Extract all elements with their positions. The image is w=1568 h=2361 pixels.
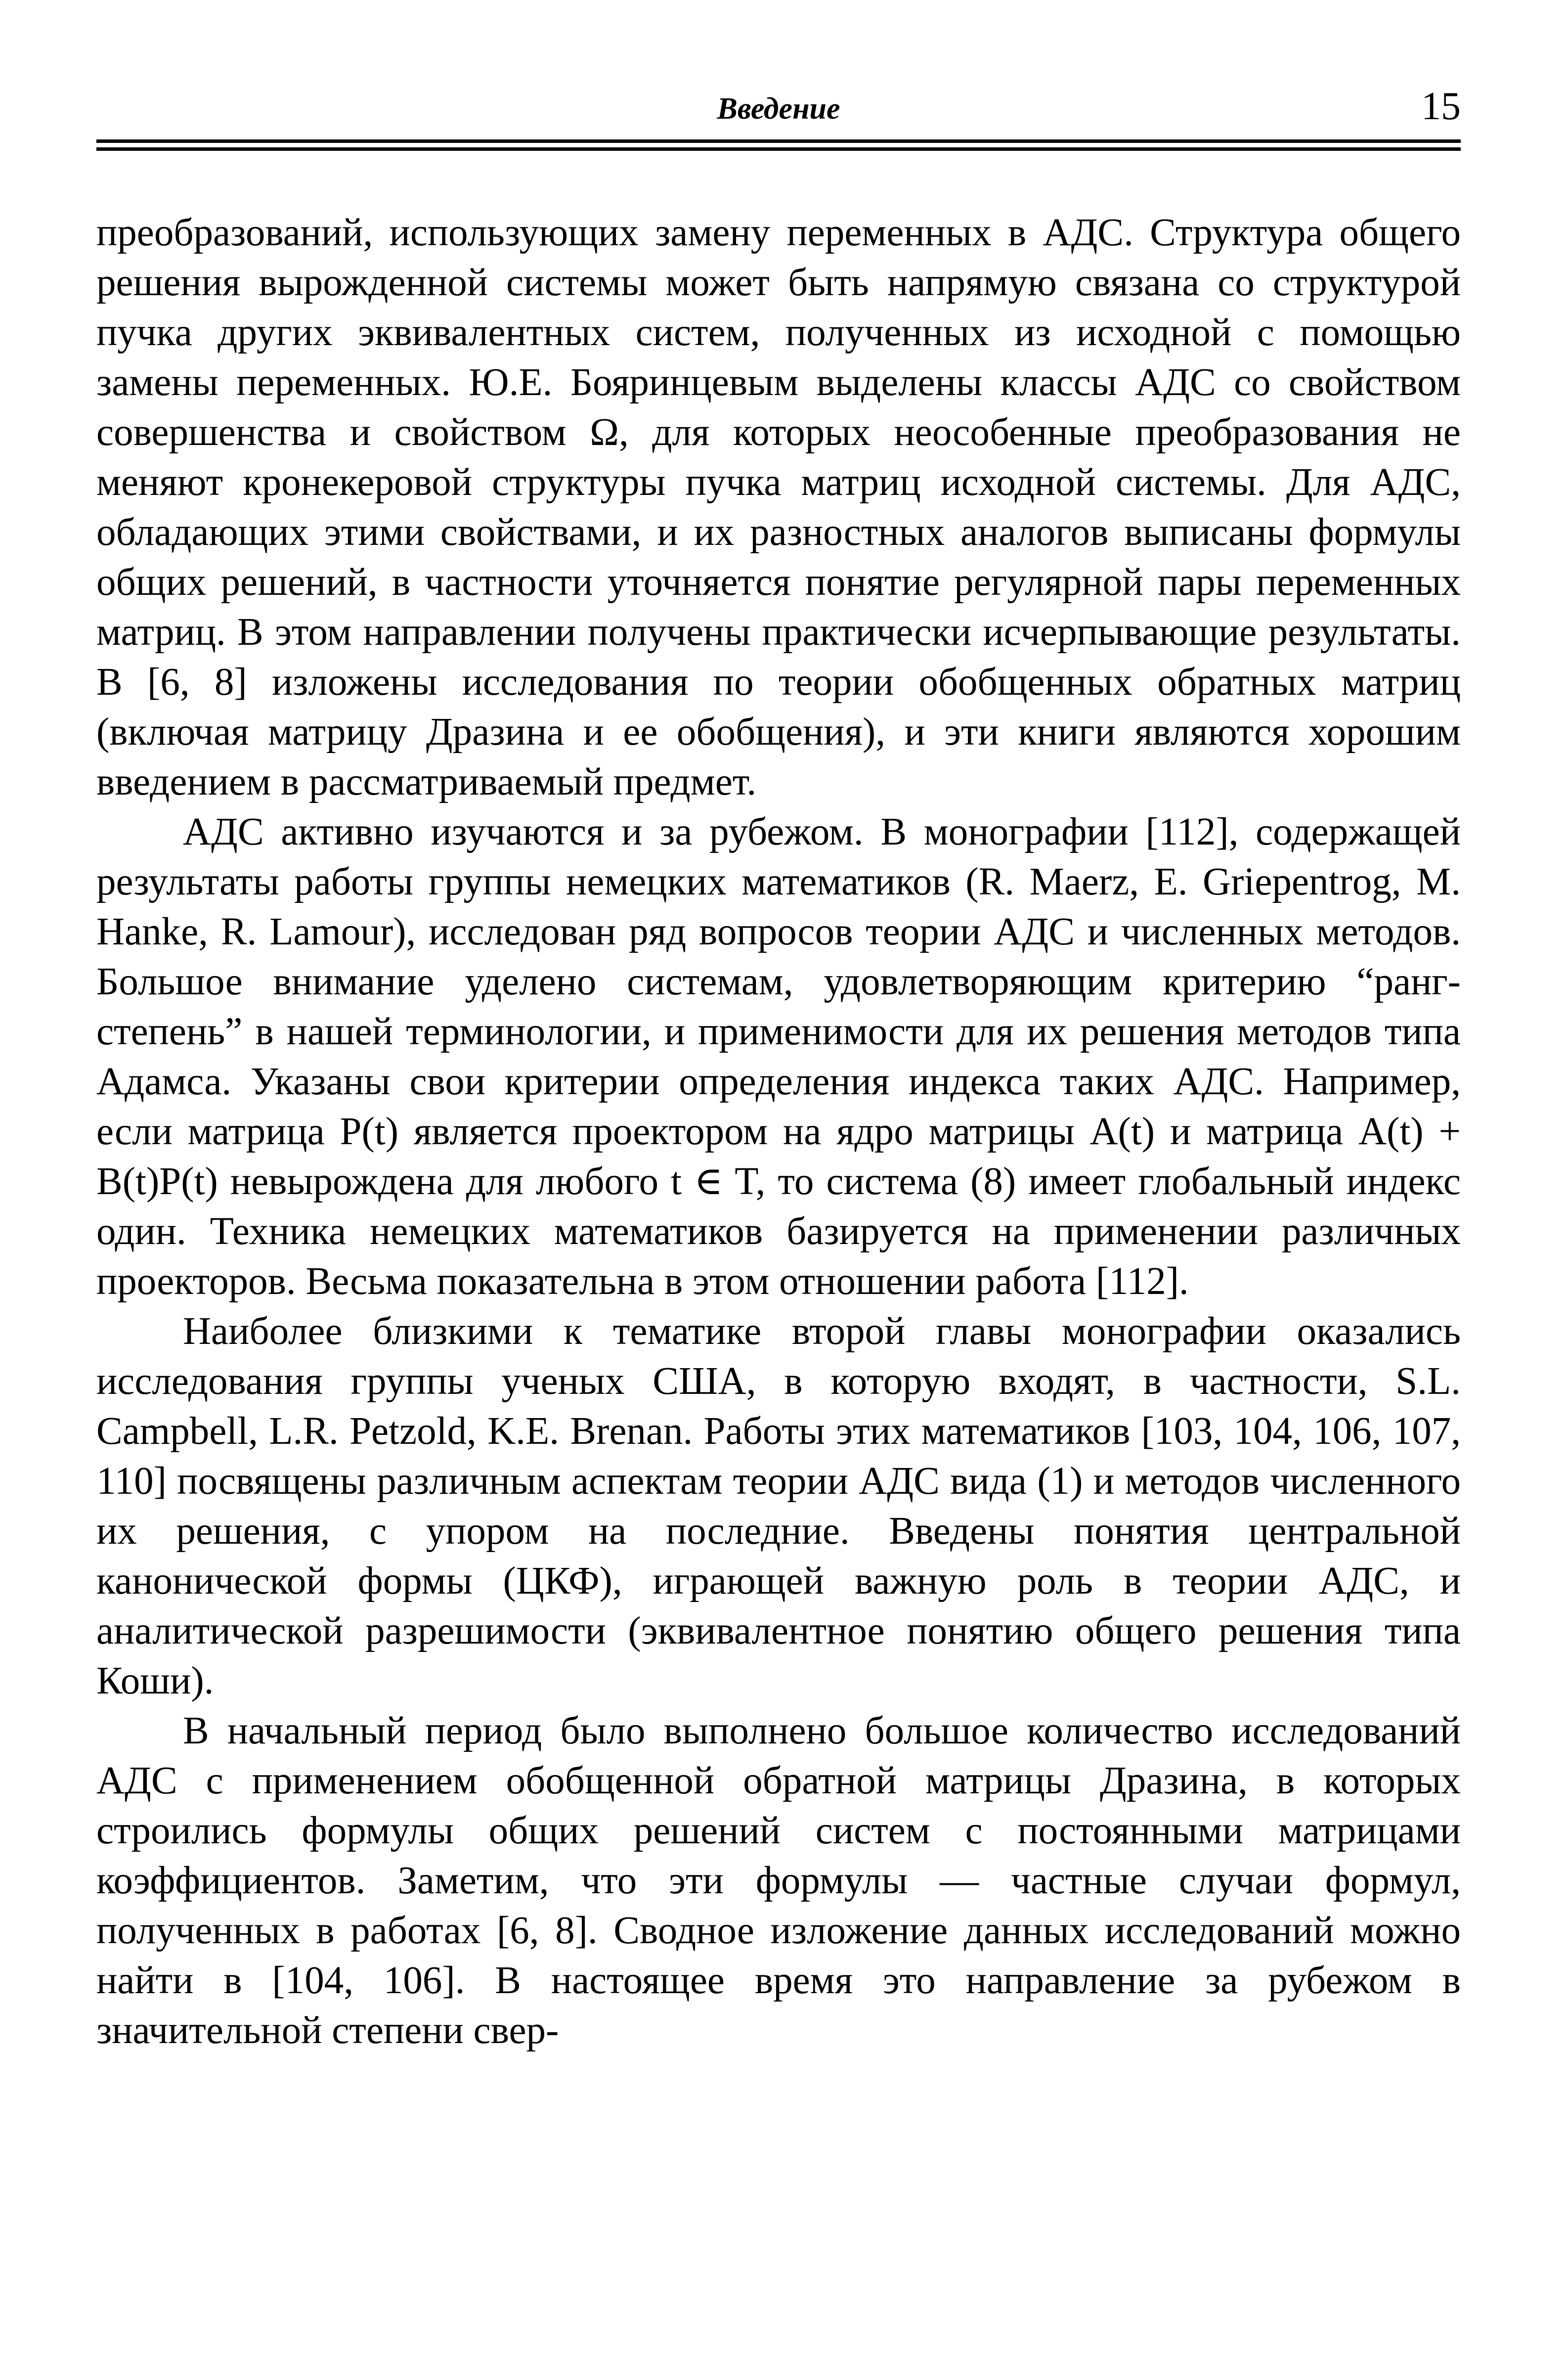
running-head (96, 84, 1461, 143)
book-page (96, 84, 1461, 2319)
paragraph: преобразований, использующих замену переменных в АДС. Структура общего решения вырожденной системы может быть напрямую связана со структурой пучка других эквивалентных систем, полученных из исходной с помощью замены переменных. Ю.Е. Бояринцевым выделены классы АДС со свойством совершенства и свойством Ω, для которых неособенные преобразования не меняют кронекеровой структуры пучка матриц исходной системы. Для АДС, обладающих этими свойствами, и их разностных аналогов выписаны формулы общих решений, в частности уточняется понятие регулярной пары переменных матриц. В этом направлении получены практически исчерпывающие результаты. В [6, 8] изложены исследования по теории обобщенных обратных матриц (включая матрицу Дразина и ее обобщения), и эти книги являются хорошим введением в рассматриваемый предмет. (96, 211, 1461, 803)
header-rule-top (96, 139, 1461, 143)
paragraph: АДС активно изучаются и за рубежом. В монографии [112], содержащей результаты работы группы немецких математиков (R. Maerz, E. Griepentrog, M. Hanke, R. Lamour), исследован ряд вопросов теории АДС и численных методов. Большое внимание уделено системам, удовлетворяющим критерию “ранг-степень” в нашей терминологии, и применимости для их решения методов типа Адамса. Указаны свои критерии определения индекса таких АДС. Например, если матрица P(t) является проектором на ядро матрицы A(t) и матрица A(t) + B(t)P(t) невырождена для любого t ∈ T, то система (8) имеет глобальный индекс один. Техника немецких математиков базируется на применении различных проекторов. Весьма показательна в этом отношении работа [112]. (96, 810, 1461, 1303)
body-text (96, 208, 1461, 2055)
running-title: Введение (717, 92, 840, 126)
paragraph: Наиболее близкими к тематике второй главы монографии оказались исследования группы ученых США, в которую входят, в частности, S.L. Campbell, L.R. Petzold, K.E. Brenan. Работы этих математиков [103, 104, 106, 107, 110] посвящены различным аспектам теории АДС вида (1) и методов численного их решения, с упором на последние. Введены понятия центральной канонической формы (ЦКФ), играющей важную роль в теории АДС, и аналитической разрешимости (эквивалентное понятию общего решения типа Коши). (96, 1310, 1461, 1702)
page-number: 15 (1421, 85, 1461, 128)
header-rule-bottom (96, 147, 1461, 151)
paragraph: В начальный период было выполнено большое количество исследований АДС с применением обобщенной обратной матрицы Дразина, в которых строились формулы общих решений систем с постоянными матрицами коэффициентов. Заметим, что эти формулы — частные случаи формул, полученных в работах [6, 8]. Сводное изложение данных исследований можно найти в [104, 106]. В настоящее время это направление за рубежом в значительной степени свер- (96, 1709, 1461, 2052)
